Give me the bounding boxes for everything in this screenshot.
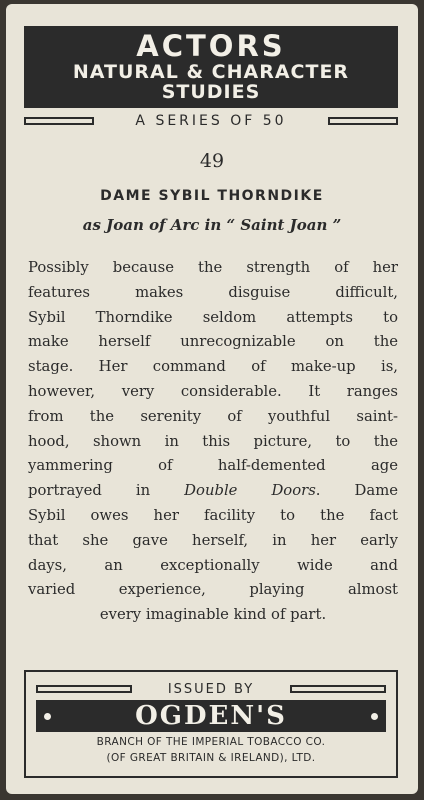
- description-line: portrayed in Double Doors. Dame: [28, 482, 398, 500]
- decorative-bar-left: [24, 117, 94, 125]
- subject-name: DAME SYBIL THORNDIKE: [100, 188, 324, 204]
- brand-name: OGDEN'S: [135, 701, 287, 731]
- description-line: that she gave herself, in her early: [28, 531, 398, 549]
- description-line: Possibly because the strength of her: [28, 259, 398, 276]
- series-subtitle-2: STUDIES: [161, 81, 261, 103]
- header-banner: [24, 26, 398, 108]
- cigarette-card: [6, 4, 418, 794]
- brand-banner: [36, 700, 386, 732]
- description-line: features makes disguise difficult,: [28, 283, 398, 301]
- issuer-line-2: (OF GREAT BRITAIN & IRELAND), LTD.: [106, 752, 316, 764]
- decorative-bar-left: [36, 685, 132, 693]
- series-count-row: [24, 112, 398, 130]
- card-number: 49: [199, 150, 225, 172]
- issuer-line-1: BRANCH OF THE IMPERIAL TOBACCO CO.: [96, 736, 326, 748]
- series-title: ACTORS: [136, 29, 286, 63]
- description-line: however, very considerable. It ranges: [28, 382, 398, 400]
- role-caption: as Joan of Arc in “ Saint Joan ”: [82, 216, 342, 234]
- description-line: yammering of half-demented age: [28, 457, 398, 475]
- description-line: stage. Her command of make-up is,: [28, 358, 398, 376]
- description-line: Sybil owes her facility to the fact: [28, 506, 398, 524]
- description-line: Sybil Thorndike seldom attempts to: [28, 308, 398, 326]
- description-line: make herself unrecognizable on the: [28, 333, 398, 351]
- bullet-icon: [371, 713, 378, 720]
- issued-by-row: [36, 680, 386, 698]
- description-line: varied experience, playing almost: [28, 581, 398, 599]
- issued-by-label: ISSUED BY: [167, 681, 255, 697]
- series-subtitle: NATURAL & CHARACTER: [72, 61, 350, 83]
- description-line: hood, shown in this picture, to the: [28, 432, 398, 450]
- description-line: days, an exceptionally wide and: [28, 556, 398, 574]
- decorative-bar-right: [290, 685, 386, 693]
- series-count: A SERIES OF 50: [135, 113, 287, 129]
- description-line: from the serenity of youthful saint-: [28, 407, 398, 425]
- bullet-icon: [44, 713, 51, 720]
- issuer-panel: [24, 670, 398, 778]
- description: [28, 256, 398, 628]
- description-line: every imaginable kind of part.: [99, 606, 327, 624]
- decorative-bar-right: [328, 117, 398, 125]
